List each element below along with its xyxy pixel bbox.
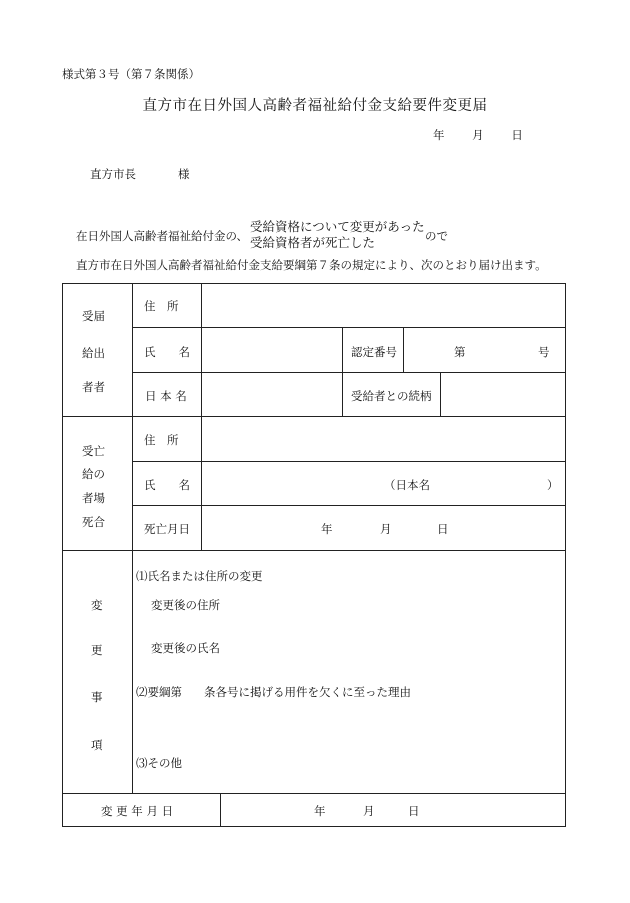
applicant-name-label: 氏 名 — [144, 345, 190, 359]
cert-number-label: 認定番号 — [351, 345, 397, 359]
change-item-3: ⑶その他 — [136, 756, 182, 770]
deceased-japanese-name-open: （日本名 — [384, 478, 430, 492]
death-date-day: 日 — [437, 522, 449, 536]
date-year: 年 — [433, 128, 445, 142]
cert-go: 号 — [538, 345, 550, 359]
date-day: 日 — [511, 128, 523, 142]
change-item-2-part1: ⑵要綱第 — [136, 685, 182, 699]
row-divider — [132, 327, 566, 328]
applicant-label-line: 者者 — [82, 380, 105, 394]
section-divider — [62, 550, 566, 551]
reason-prefix: 在日外国人高齢者福祉給付金の、 — [76, 229, 249, 243]
page-title: 直方市在日外国人高齢者福祉給付金支給要件変更届 — [142, 98, 488, 114]
addressee-honorific: 様 — [178, 167, 190, 181]
deceased-address-field[interactable] — [202, 417, 566, 461]
addressee — [90, 166, 190, 182]
submission-date[interactable] — [433, 127, 523, 143]
applicant-japanese-name-label: 日 本 名 — [145, 389, 187, 403]
column-divider — [132, 283, 133, 793]
column-divider — [220, 793, 221, 827]
section-divider — [62, 793, 566, 794]
change-date-month: 月 — [363, 804, 375, 818]
intro-text: 直方市在日外国人高齢者福祉給付金支給要綱第７条の規定により、次のとおり届け出ます。 — [76, 258, 547, 272]
column-divider — [403, 327, 404, 372]
form-number: 様式第３号（第７条関係） — [62, 67, 200, 81]
change-date-label: 変 更 年 月 日 — [101, 804, 174, 818]
change-item-1: ⑴氏名または住所の変更 — [136, 569, 263, 583]
reason-suffix: ので — [425, 229, 448, 243]
deceased-label-line: 死合 — [82, 515, 105, 529]
applicant-address-field[interactable] — [202, 284, 566, 327]
new-address-label: 変更後の住所 — [151, 598, 220, 612]
change-label-char: 更 — [91, 643, 103, 657]
deceased-address-label: 住 所 — [144, 433, 179, 447]
relation-label: 受給者との続柄 — [351, 389, 432, 403]
change-label-char: 変 — [91, 598, 103, 612]
reason-option-change[interactable]: 受給資格について変更があった — [250, 219, 425, 234]
deceased-label-line: 給の — [82, 467, 105, 481]
change-label-char: 項 — [91, 738, 103, 752]
deceased-name-label: 氏 名 — [144, 478, 190, 492]
applicant-label-line: 給出 — [82, 346, 105, 360]
date-month: 月 — [472, 128, 484, 142]
reason-option-death[interactable]: 受給資格者が死亡した — [250, 235, 376, 250]
change-item-2 — [136, 684, 411, 700]
row-divider — [132, 505, 566, 506]
applicant-label-line: 受届 — [82, 309, 105, 323]
applicant-address-label: 住 所 — [144, 299, 179, 313]
cert-dai: 第 — [454, 345, 466, 359]
relation-field[interactable] — [441, 373, 566, 416]
deceased-label-line: 者場 — [82, 491, 105, 505]
deceased-japanese-name-close: ） — [547, 478, 559, 492]
death-date-month: 月 — [380, 522, 392, 536]
change-item-2-part2: 条各号に掲げる用件を欠くに至った理由 — [204, 685, 411, 699]
new-name-label: 変更後の氏名 — [151, 641, 220, 655]
change-label-char: 事 — [91, 690, 103, 704]
applicant-name-field[interactable] — [202, 328, 342, 372]
addressee-name: 直方市長 — [90, 167, 136, 181]
change-date-year: 年 — [314, 804, 326, 818]
column-divider — [342, 327, 343, 416]
change-date-day: 日 — [408, 804, 420, 818]
deceased-label-line: 受亡 — [82, 444, 105, 458]
applicant-japanese-name-field[interactable] — [202, 373, 342, 416]
death-date-label: 死亡月日 — [144, 522, 190, 536]
death-date-year: 年 — [321, 522, 333, 536]
